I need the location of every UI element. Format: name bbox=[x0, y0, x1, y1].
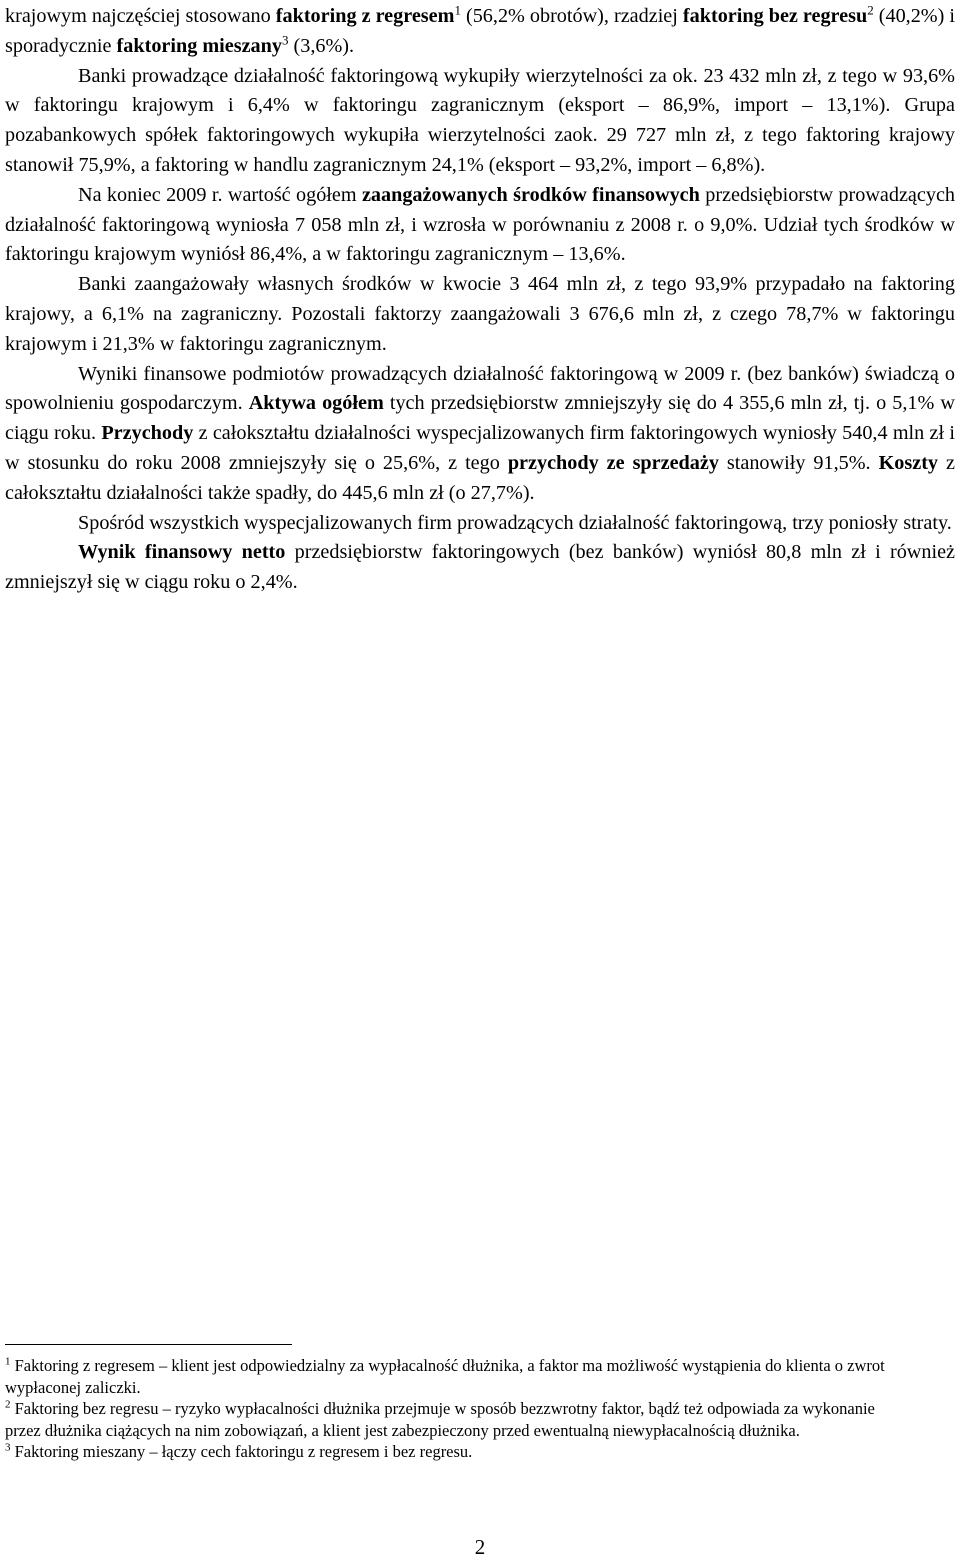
text-run: (3,6%). bbox=[288, 34, 355, 57]
footnote-text: Faktoring mieszany – łączy cech faktoringu z regresem i bez regresu. bbox=[10, 1442, 473, 1462]
page-number: 2 bbox=[474, 1535, 486, 1559]
text-run: Spośród wszystkich wyspecjalizowanych firm prowadzących działalność faktoringową, trzy poniosły straty. bbox=[78, 511, 952, 534]
paragraph-engaged-funds bbox=[5, 181, 955, 270]
bold-term: Aktywa ogółem bbox=[248, 392, 384, 415]
footnote-ref: 3 bbox=[281, 32, 289, 48]
bold-term: faktoring z regresem bbox=[275, 5, 455, 27]
footnote-ref: 2 bbox=[867, 2, 874, 18]
bold-term: Koszty bbox=[878, 451, 939, 474]
text-run: (40,2%) i sporadycznie bbox=[5, 5, 955, 57]
footnote-text: Faktoring z regresem – klient jest odpowiedzialny za wypłacalność dłużnika, a faktor ma możliwość wystąpienia do klienta o zwrot wypłaconej zaliczki. bbox=[5, 1356, 885, 1397]
footnote-ref: 1 bbox=[454, 2, 461, 18]
text-run: Wyniki finansowe podmiotów prowadzących działalność faktoringową w 2009 r. (bez banków) świadczą o spowolnieniu gospodarczym. bbox=[5, 362, 955, 415]
bold-term: przychody ze sprzedaży bbox=[507, 451, 719, 474]
bold-term: zaangażowanych środków finansowych bbox=[361, 183, 700, 206]
text-run: przedsiębiorstw faktoringowych (bez banków) wyniósł 80,8 mln zł i również zmniejszył się w ciągu roku o 2,4%. bbox=[5, 541, 955, 594]
text-run: (56,2% obrotów), rzadziej bbox=[460, 5, 683, 27]
footnote-2 bbox=[5, 1398, 905, 1441]
paragraph-factoring-types bbox=[5, 2, 955, 62]
footnote-marker: 1 bbox=[5, 1355, 11, 1368]
footnote-text: Faktoring bez regresu – ryzyko wypłacalności dłużnika przejmuje w sposób bezzwrotny faktor, bądź też odpowiada za wykonanie przez dłużnika ciążących na nim zobowiązań, a klient jest zabezpieczony przed ewentualną niewypłacalnością dłużnika. bbox=[5, 1399, 875, 1440]
bold-term: Przychody bbox=[101, 422, 194, 445]
paragraph-financial-results bbox=[5, 360, 955, 509]
text-run: stanowiły 91,5%. bbox=[718, 451, 879, 474]
footnote-1 bbox=[5, 1355, 905, 1398]
text-run: Na koniec 2009 r. wartość ogółem bbox=[78, 183, 362, 206]
text-run: z całokształtu działalności także spadły, do 445,6 mln zł (o 27,7%). bbox=[5, 451, 955, 504]
footnote-separator bbox=[5, 1344, 292, 1345]
text-run: Banki zaangażowały własnych środków w kwocie 3 464 mln zł, z tego 93,9% przypadało na faktoring krajowy, a 6,1% na zagraniczny. Pozostali faktorzy zaangażowali 3 676,6 mln zł, z czego 78,7% w faktoringu krajowym i 21,3% w faktoringu zagranicznym. bbox=[5, 273, 955, 355]
bold-term: Wynik finansowy netto bbox=[78, 541, 286, 564]
bold-term: faktoring bez regresu bbox=[682, 5, 868, 27]
bold-term: faktoring mieszany bbox=[116, 34, 282, 57]
paragraph-losses bbox=[5, 509, 955, 539]
text-run: Banki prowadzące działalność faktoringową wykupiły wierzytelności za ok. 23 432 mln zł, z tego w 93,6% w faktoringu krajowym i 6,4% w faktoringu zagranicznym (eksport – 86,9%, import – 13,1%). Grupa pozabankowych spółek faktoringowych wykupiła wierzytelności zaok. 29 727 mln zł, z tego faktoring krajowy stanowił 75,9%, a faktoring w handlu zagranicznym 24,1% (eksport – 93,2%, import – 6,8%). bbox=[5, 64, 955, 176]
paragraph-net-result bbox=[5, 538, 955, 598]
paragraph-receivables bbox=[5, 62, 955, 181]
document-body bbox=[5, 0, 955, 598]
footnote-3 bbox=[5, 1441, 905, 1463]
paragraph-banks-funds bbox=[5, 270, 955, 359]
footnote-marker: 3 bbox=[5, 1441, 11, 1454]
text-run: tych przedsiębiorstw zmniejszyły się do 4 355,6 mln zł, tj. o 5,1% w ciągu roku. bbox=[5, 392, 956, 445]
text-run: krajowym najczęściej stosowano bbox=[5, 5, 276, 27]
text-run: przedsiębiorstw prowadzących działalność faktoringową wyniosła 7 058 mln zł, i wzrosła w porównaniu z 2008 r. o 9,0%. Udział tych środków w faktoringu krajowym wyniósł 86,4%, a w faktoringu zagranicznym – 13,6%. bbox=[5, 183, 955, 266]
footnote-marker: 2 bbox=[5, 1398, 11, 1411]
text-run: z całokształtu działalności wyspecjalizowanych firm faktoringowych wyniosły 540,4 mln zł i w stosunku do roku 2008 zmniejszyły się o 25,6%, z tego bbox=[5, 422, 955, 474]
footnotes bbox=[5, 1355, 905, 1463]
